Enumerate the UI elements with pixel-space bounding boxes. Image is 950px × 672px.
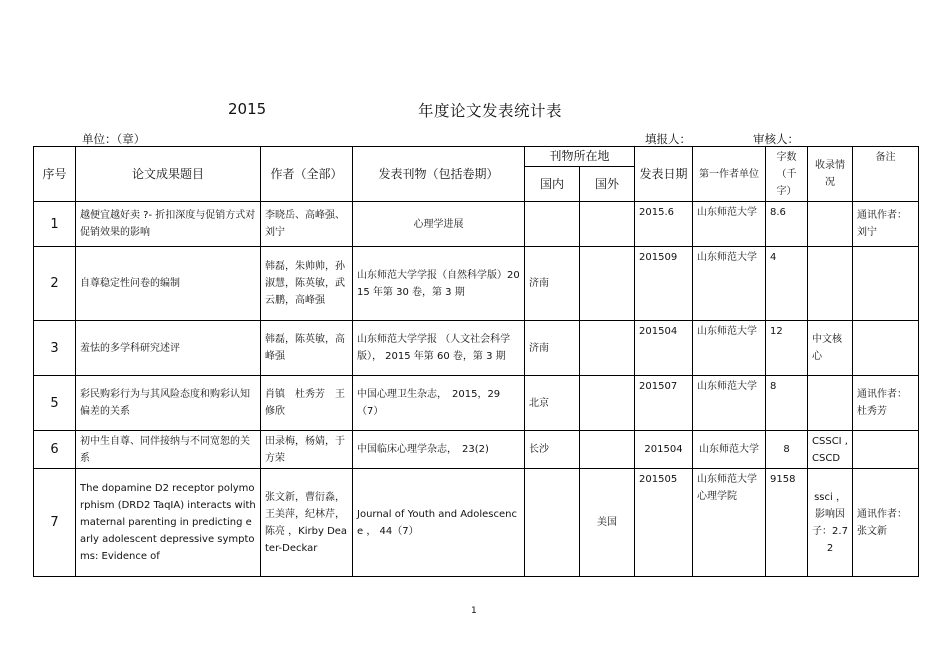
row-note: 通讯作者：刘宁 (853, 202, 919, 247)
table-row (34, 202, 919, 247)
row-journal: 中国临床心理学杂志， 23(2) (353, 431, 525, 469)
table-row (34, 469, 919, 577)
row-words: 8.6 (766, 202, 808, 247)
table-row (34, 376, 919, 431)
row-author: 李晓岳、高峰强、刘宁 (261, 202, 353, 247)
row-words: 4 (766, 247, 808, 321)
row-date: 201504 (635, 321, 693, 376)
row-journal: 心理学进展 (353, 202, 525, 247)
row-foreign (580, 431, 635, 469)
row-journal: 山东师范大学学报 （人文社会科学版）， 2015 年第 60 卷，第 3 期 (353, 321, 525, 376)
page-number: 1 (471, 606, 477, 616)
row-domestic: 北京 (525, 376, 580, 431)
row-indexed (808, 376, 853, 431)
row-domestic (525, 469, 580, 577)
row-title: The dopamine D2 receptor polymorphism (DRD2 TaqIA) interacts with maternal parenting in predicting early adolescent depressive symptoms: Evidence of (76, 469, 261, 577)
row-title: 自尊稳定性问卷的编制 (76, 247, 261, 321)
row-seq: 6 (34, 431, 76, 469)
row-domestic: 长沙 (525, 431, 580, 469)
header-title: 论文成果题目 (76, 147, 261, 202)
filler-label: 填报人： (645, 132, 691, 146)
row-title: 彩民购彩行为与其风险态度和购彩认知偏差的关系 (76, 376, 261, 431)
row-seq: 5 (34, 376, 76, 431)
header-first-unit: 第一作者单位 (693, 147, 766, 202)
table-row (34, 431, 919, 469)
row-seq: 3 (34, 321, 76, 376)
row-date: 201507 (635, 376, 693, 431)
header-indexed: 收录情况 (808, 147, 853, 202)
row-indexed: ssci ，影响因子：2.72 (808, 469, 853, 577)
paper-statistics-table (33, 146, 919, 577)
row-note (853, 431, 919, 469)
row-foreign: 美国 (580, 469, 635, 577)
row-author: 张文新，曹衍淼，王美萍，纪林芹，陈亮 ，Kirby Deater-Deckar (261, 469, 353, 577)
header-domestic: 国内 (525, 167, 580, 202)
report-year: 2015 (228, 100, 267, 118)
row-title: 羞怯的多学科研究述评 (76, 321, 261, 376)
row-date: 2015.6 (635, 202, 693, 247)
header-seq: 序号 (34, 147, 76, 202)
row-indexed: CSSCI ,CSCD (808, 431, 853, 469)
row-domestic: 济南 (525, 247, 580, 321)
row-domestic (525, 202, 580, 247)
row-words: 8 (766, 376, 808, 431)
unit-label: 单位：（章） (82, 132, 146, 146)
row-unit: 山东师范大学 (693, 431, 766, 469)
row-seq: 2 (34, 247, 76, 321)
row-indexed: 中文核心 (808, 321, 853, 376)
row-note: 通讯作者：张文新 (853, 469, 919, 577)
row-journal: 中国心理卫生杂志， 2015，29（7） (353, 376, 525, 431)
header-author: 作者（全部） (261, 147, 353, 202)
row-unit: 山东师范大学 (693, 376, 766, 431)
header-journal: 发表刊物（包括卷期） (353, 147, 525, 202)
row-note (853, 247, 919, 321)
row-foreign (580, 202, 635, 247)
row-author: 韩磊，陈英敏，高峰强 (261, 321, 353, 376)
header-date: 发表日期 (635, 147, 693, 202)
report-title: 年度论文发表统计表 (418, 102, 563, 120)
header-words: 字数（千字） (766, 147, 808, 202)
row-author: 韩磊，朱帅帅，孙淑慧，陈英敏，武云鹏，高峰强 (261, 247, 353, 321)
reviewer-label: 审核人： (753, 132, 799, 146)
row-unit: 山东师范大学 (693, 202, 766, 247)
row-domestic: 济南 (525, 321, 580, 376)
row-journal: Journal of Youth and Adolescence ， 44（7） (353, 469, 525, 577)
row-indexed (808, 247, 853, 321)
header-location: 刊物所在地 (525, 147, 635, 167)
header-note: 备注 (853, 147, 919, 202)
table-row (34, 247, 919, 321)
row-author: 肖镇 杜秀芳 王修欣 (261, 376, 353, 431)
row-seq: 1 (34, 202, 76, 247)
header-foreign: 国外 (580, 167, 635, 202)
row-foreign (580, 376, 635, 431)
row-title: 初中生自尊、同伴接纳与不同宽恕的关系 (76, 431, 261, 469)
row-seq: 7 (34, 469, 76, 577)
row-note: 通讯作者：杜秀芳 (853, 376, 919, 431)
row-foreign (580, 321, 635, 376)
row-journal: 山东师范大学学报（自然科学版）2015 年第 30 卷，第 3 期 (353, 247, 525, 321)
row-date: 201504 (635, 431, 693, 469)
row-date: 201509 (635, 247, 693, 321)
table-row (34, 321, 919, 376)
row-author: 田录梅，杨婧，于方荣 (261, 431, 353, 469)
row-note (853, 321, 919, 376)
row-words: 12 (766, 321, 808, 376)
row-date: 201505 (635, 469, 693, 577)
row-unit: 山东师范大学 (693, 247, 766, 321)
row-words: 9158 (766, 469, 808, 577)
row-title: 越便宜越好卖 ?- 折扣深度与促销方式对促销效果的影响 (76, 202, 261, 247)
row-unit: 山东师范大学心理学院 (693, 469, 766, 577)
row-words: 8 (766, 431, 808, 469)
row-unit: 山东师范大学 (693, 321, 766, 376)
row-foreign (580, 247, 635, 321)
row-indexed (808, 202, 853, 247)
